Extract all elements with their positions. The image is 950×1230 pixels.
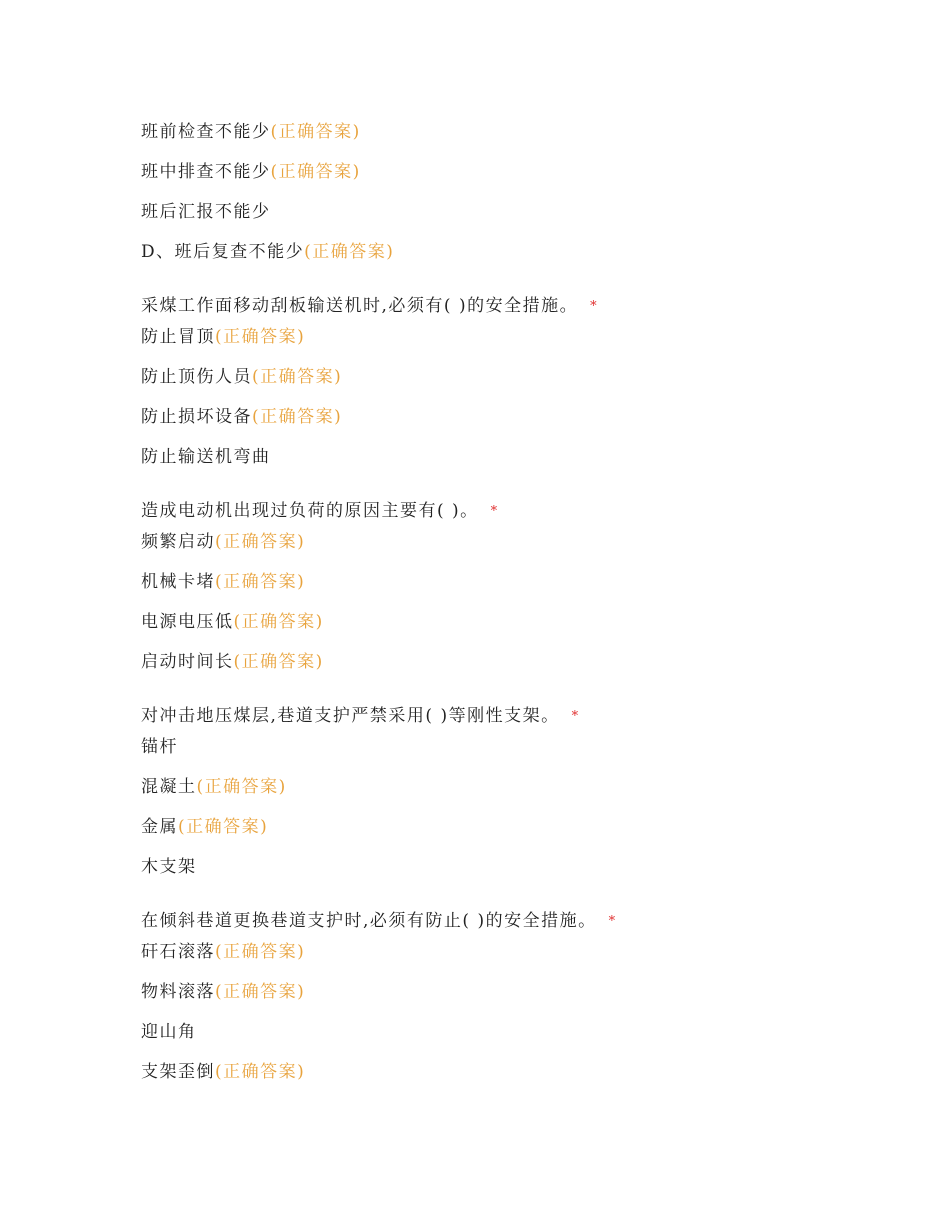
question-text	[141, 907, 841, 938]
answer-option	[141, 443, 841, 483]
correct-answer-tag: (正确答案)	[233, 612, 324, 632]
correct-answer-tag: (正确答案)	[304, 242, 395, 262]
question-label: 在倾斜巷道更换巷道支护时,必须有防止( )的安全措施。	[141, 911, 597, 931]
option-label: 防止冒顶	[141, 327, 215, 347]
quiz-document	[141, 118, 841, 1098]
correct-answer-tag: (正确答案)	[178, 817, 269, 837]
correct-answer-tag: (正确答案)	[215, 982, 306, 1002]
answer-option	[141, 403, 841, 443]
answer-option	[141, 528, 841, 568]
answer-option	[141, 648, 841, 688]
correct-answer-tag: (正确答案)	[270, 162, 361, 182]
question-block	[141, 118, 841, 278]
option-label: 金属	[141, 817, 178, 837]
question-text	[141, 702, 841, 733]
option-label: 迎山角	[141, 1022, 197, 1042]
answer-option	[141, 813, 841, 853]
option-label: 防止输送机弯曲	[141, 447, 271, 467]
option-label: 锚杆	[141, 737, 178, 757]
correct-answer-tag: (正确答案)	[196, 777, 287, 797]
option-label: 防止顶伤人员	[141, 367, 252, 387]
question-label: 造成电动机出现过负荷的原因主要有( )。	[141, 501, 479, 521]
correct-answer-tag: (正确答案)	[215, 532, 306, 552]
answer-option	[141, 773, 841, 813]
correct-answer-tag: (正确答案)	[252, 367, 343, 387]
answer-option	[141, 938, 841, 978]
question-block	[141, 702, 841, 893]
correct-answer-tag: (正确答案)	[215, 327, 306, 347]
required-marker: *	[590, 299, 599, 314]
answer-option	[141, 238, 841, 278]
option-label: 木支架	[141, 857, 197, 877]
answer-option	[141, 323, 841, 363]
option-label: 混凝土	[141, 777, 197, 797]
answer-option	[141, 118, 841, 158]
correct-answer-tag: (正确答案)	[215, 1062, 306, 1082]
option-label: D、班后复查不能少	[141, 242, 305, 262]
correct-answer-tag: (正确答案)	[215, 572, 306, 592]
question-label: 对冲击地压煤层,巷道支护严禁采用( )等刚性支架。	[141, 706, 560, 726]
option-label: 防止损坏设备	[141, 407, 252, 427]
option-label: 启动时间长	[141, 652, 234, 672]
question-block	[141, 907, 841, 1098]
answer-option	[141, 198, 841, 238]
answer-option	[141, 158, 841, 198]
correct-answer-tag: (正确答案)	[233, 652, 324, 672]
correct-answer-tag: (正确答案)	[215, 942, 306, 962]
correct-answer-tag: (正确答案)	[252, 407, 343, 427]
answer-option	[141, 568, 841, 608]
option-label: 频繁启动	[141, 532, 215, 552]
answer-option	[141, 733, 841, 773]
option-label: 电源电压低	[141, 612, 234, 632]
question-text	[141, 292, 841, 323]
option-label: 支架歪倒	[141, 1062, 215, 1082]
answer-option	[141, 1058, 841, 1098]
question-block	[141, 497, 841, 688]
option-label: 机械卡堵	[141, 572, 215, 592]
option-label: 物料滚落	[141, 982, 215, 1002]
answer-option	[141, 1018, 841, 1058]
question-block	[141, 292, 841, 483]
answer-option	[141, 608, 841, 648]
option-label: 班前检查不能少	[141, 122, 271, 142]
correct-answer-tag: (正确答案)	[270, 122, 361, 142]
option-label: 矸石滚落	[141, 942, 215, 962]
answer-option	[141, 363, 841, 403]
question-label: 采煤工作面移动刮板输送机时,必须有( )的安全措施。	[141, 296, 579, 316]
answer-option	[141, 853, 841, 893]
question-text	[141, 497, 841, 528]
option-label: 班中排查不能少	[141, 162, 271, 182]
required-marker: *	[571, 709, 580, 724]
answer-option	[141, 978, 841, 1018]
required-marker: *	[608, 914, 617, 929]
required-marker: *	[490, 504, 499, 519]
option-label: 班后汇报不能少	[141, 202, 271, 222]
